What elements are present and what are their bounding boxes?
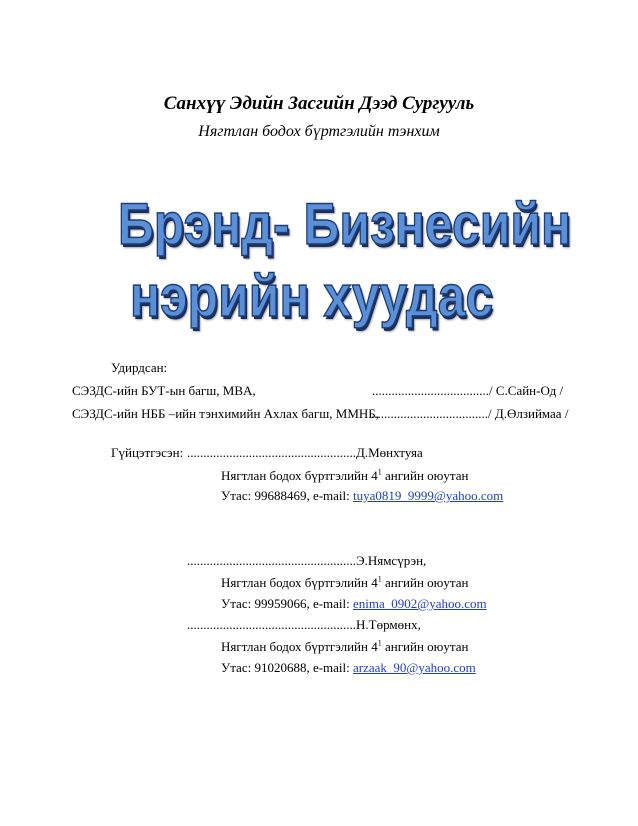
author-3-role-sup: 1 — [377, 638, 382, 648]
author-1-role-text: Нягтлан бодох бүртгэлийн 4 — [221, 468, 378, 483]
institution-name: Санхүү Эдийн Засгийн Дээд Сургууль — [163, 93, 475, 114]
author-3-email-link[interactable]: arzaak_90@yahoo.com — [353, 660, 476, 675]
author-1-role — [221, 468, 468, 484]
author-1-email-link[interactable]: tuya0819_9999@yahoo.com — [353, 488, 504, 503]
author-2-role-suffix: ангийн оюутан — [381, 575, 469, 590]
author-2-contact — [221, 596, 487, 612]
document-title-line-1: Брэнд- Бизнесийн — [118, 192, 572, 257]
document-title-line-2: нэрийн хуудас — [130, 264, 494, 329]
supervisor-1-position: СЭЗДС-ийн БУТ-ын багш, MBA, — [72, 383, 256, 398]
author-2-role-text: Нягтлан бодох бүртгэлийн 4 — [221, 575, 378, 590]
author-3-contact — [221, 660, 476, 676]
author-3-role-suffix: ангийн оюутан — [381, 639, 469, 654]
author-2-email-link[interactable]: enima_0902@yahoo.com — [353, 596, 487, 611]
author-1-role-sup: 1 — [377, 467, 382, 477]
author-3-role-text: Нягтлан бодох бүртгэлийн 4 — [221, 639, 378, 654]
author-2-role-sup: 1 — [377, 574, 382, 584]
author-3-phone: Утас: 91020688, e-mail: — [221, 660, 354, 675]
author-3-name: ....................................................Н.Төрмөнх, — [187, 617, 421, 632]
author-1-role-suffix: ангийн оюутан — [381, 468, 469, 483]
author-1-name: ....................................................Д.Мөнхтуяа — [187, 445, 423, 460]
author-2-phone: Утас: 99959066, e-mail: — [221, 596, 354, 611]
author-1-contact — [221, 488, 503, 504]
supervisors-label: Удирдсан: — [111, 360, 168, 375]
author-1-phone: Утас: 99688469, e-mail: — [221, 488, 354, 503]
author-3-role — [221, 639, 468, 655]
department-name: Нягтлан бодох бүртгэлийн тэнхим — [198, 123, 440, 140]
supervisor-2-position: СЭЗДС-ийн НББ –ийн тэнхимийн Ахлах багш, ММНБ, — [72, 406, 379, 421]
author-2-name: ....................................................Э.Нямсүрэн, — [187, 553, 427, 568]
supervisor-1-name: ..................................../ С.Сайн-Од / — [372, 383, 564, 398]
supervisor-2-name: ..................................../ Д.Өлзиймаа / — [371, 406, 569, 421]
authors-label: Гүйцэтгэсэн: — [111, 445, 184, 460]
author-2-role — [221, 575, 468, 591]
